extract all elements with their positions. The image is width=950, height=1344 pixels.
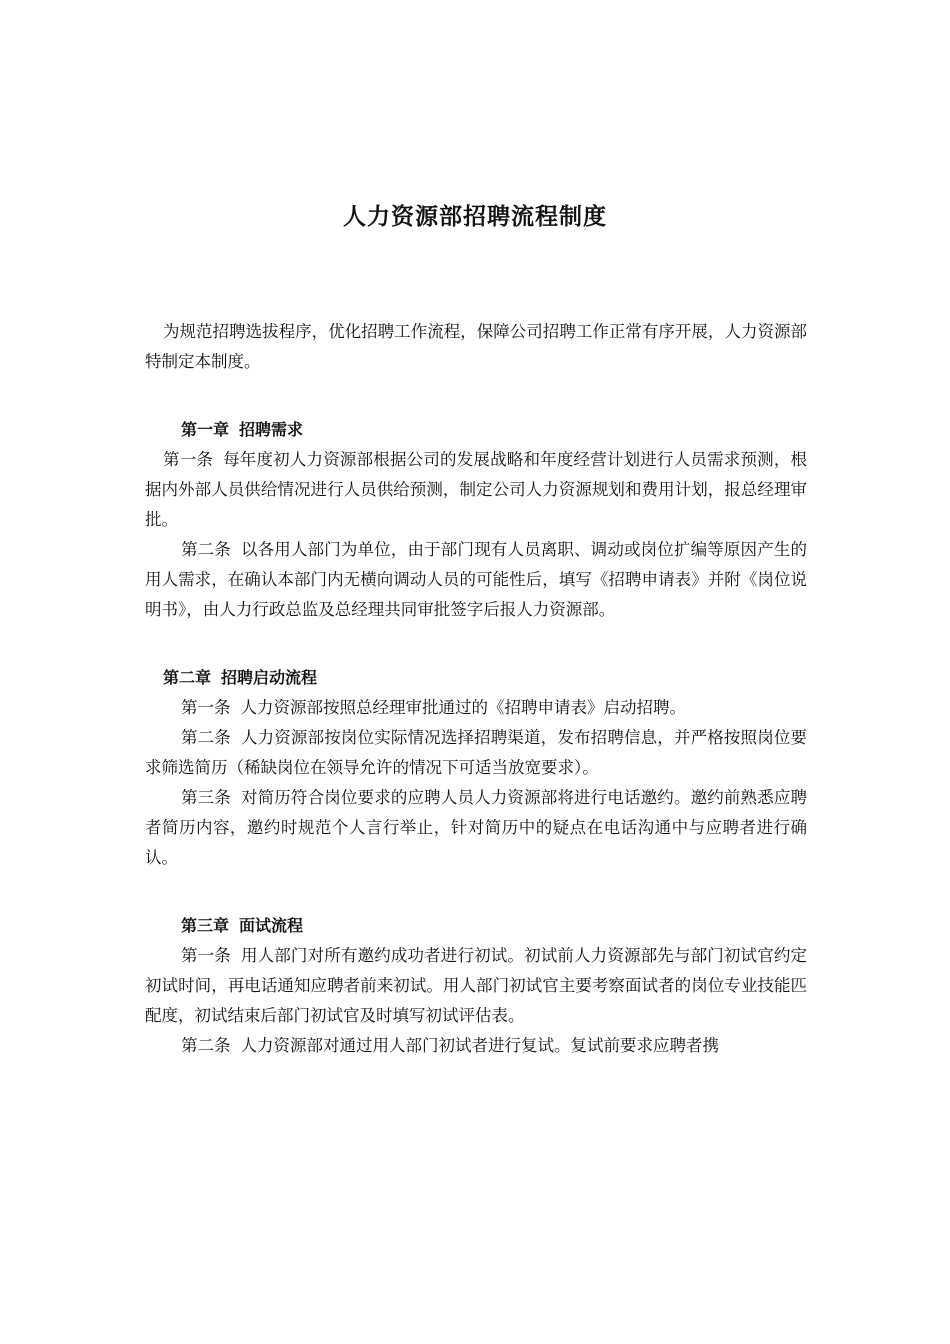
document-body: [145, 317, 807, 1061]
article-label: 第一条: [181, 946, 231, 965]
article-text: 人力资源部对通过用人部门初试者进行复试。复试前要求应聘者携: [240, 1036, 719, 1055]
article-paragraph: [145, 723, 807, 783]
article-paragraph: [145, 535, 807, 625]
article-text: 每年度初人力资源部根据公司的发展战略和年度经营计划进行人员需求预测，根据内外部人员供给情况进行人员供给预测，制定公司人力资源规划和费用计划，报总经理审批。: [145, 450, 808, 529]
chapter-2-heading: [145, 663, 807, 693]
chapter-name: 招聘启动流程: [221, 668, 318, 687]
article-paragraph: [145, 1031, 807, 1061]
article-text: 用人部门对所有邀约成功者进行初试。初试前人力资源部先与部门初试官约定初试时间，再电话通知应聘者前来初试。用人部门初试官主要考察面试者的岗位专业技能匹配度，初试结束后部门初试官及时填写初试评估表。: [145, 946, 808, 1025]
article-text: 对简历符合岗位要求的应聘人员人力资源部将进行电话邀约。邀约前熟悉应聘者简历内容，邀约时规范个人言行举止，针对简历中的疑点在电话沟通中与应聘者进行确认。: [145, 788, 808, 867]
chapter-1-heading: [145, 415, 807, 445]
chapter-3-heading: [145, 911, 807, 941]
chapter-number: 第二章: [163, 668, 212, 687]
article-paragraph: [145, 445, 807, 535]
article-paragraph: [145, 783, 807, 873]
article-label: 第二条: [181, 540, 231, 559]
article-label: 第二条: [181, 1036, 231, 1055]
article-label: 第一条: [181, 698, 231, 717]
chapter-name: 面试流程: [239, 916, 304, 935]
document-title: 人力资源部招聘流程制度: [343, 204, 607, 230]
chapter-number: 第三章: [181, 916, 230, 935]
article-paragraph: [145, 693, 807, 723]
article-text: 人力资源部按照总经理审批通过的《招聘申请表》启动招聘。: [240, 698, 686, 717]
article-label: 第二条: [181, 728, 231, 747]
chapter-name: 招聘需求: [239, 420, 304, 439]
intro-paragraph: 为规范招聘选拔程序，优化招聘工作流程，保障公司招聘工作正常有序开展，人力资源部特制定本制度。: [145, 322, 807, 371]
article-text: 以各用人部门为单位，由于部门现有人员离职、调动或岗位扩编等原因产生的用人需求，在确认本部门内无横向调动人员的可能性后，填写《招聘申请表》并附《岗位说明书》，由人力行政总监及总经理共同审批签字后报人力资源部。: [145, 540, 808, 619]
chapter-number: 第一章: [181, 420, 230, 439]
article-text: 人力资源部按岗位实际情况选择招聘渠道，发布招聘信息，并严格按照岗位要求筛选简历（稀缺岗位在领导允许的情况下可适当放宽要求）。: [145, 728, 808, 777]
article-label: 第三条: [181, 788, 231, 807]
article-label: 第一条: [163, 450, 214, 469]
article-paragraph: [145, 941, 807, 1031]
